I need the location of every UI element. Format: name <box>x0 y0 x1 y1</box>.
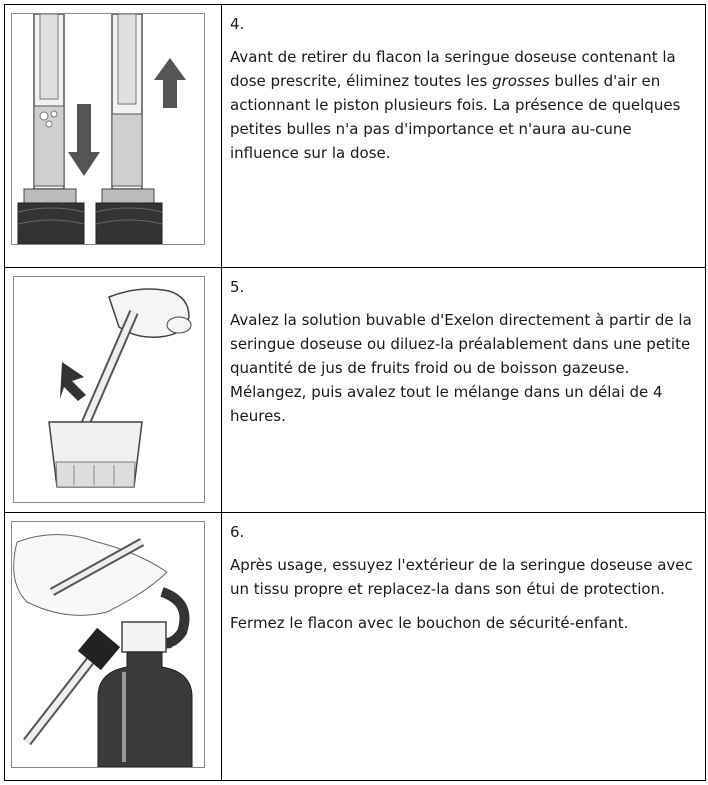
step-5-text-cell <box>222 268 705 512</box>
step-5-illustration-cell <box>5 268 222 512</box>
step-row-6 <box>4 513 706 781</box>
step-4-text-part-2: bulles d'air en actionnant le piston plusieurs fois. La présence de quelques petites bulles n'a pas d'importance et n'aura au-cune influence sur la dose. <box>230 72 681 162</box>
step-4-illustration-cell <box>5 5 222 267</box>
step-4-number: 4. <box>230 15 245 33</box>
step-6-paragraph-1: Après usage, essuyez l'extérieur de la seringue doseuse avec un tissu propre et replacez-la dans son étui de protection. <box>230 556 693 598</box>
syringe-vial-air-bubbles-icon <box>11 13 205 245</box>
step-6-paragraph-2: Fermez le flacon avec le bouchon de sécurité-enfant. <box>230 614 629 632</box>
step-row-5 <box>4 268 706 513</box>
step-6-illustration-cell <box>5 513 222 780</box>
instructions-table <box>4 4 706 781</box>
syringe-into-glass-icon <box>13 276 205 503</box>
step-4-text-part-1: Avant de retirer du flacon la seringue doseuse contenant la dose prescrite, éliminez toutes les <box>230 48 676 90</box>
step-4-text-cell <box>222 5 705 267</box>
step-4-emphasis: grosses <box>492 72 550 90</box>
step-6-number: 6. <box>230 523 245 541</box>
step-5-instruction: Avalez la solution buvable d'Exelon directement à partir de la seringue doseuse ou diluez-la préalablement dans une petite quantité de jus de fruits froid ou de boisson gazeuse. Mélangez, puis avalez tout le mélange dans un délai de 4 heures. <box>230 311 692 425</box>
step-5-number: 5. <box>230 278 245 296</box>
wipe-syringe-close-bottle-icon <box>11 521 205 768</box>
step-4-instruction <box>230 45 695 165</box>
step-6-text-cell <box>222 513 705 780</box>
step-row-4 <box>4 4 706 268</box>
